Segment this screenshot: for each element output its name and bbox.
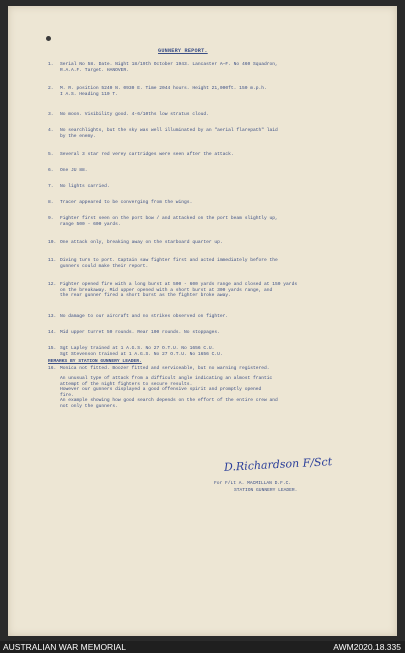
footer-institution: AUSTRALIAN WAR MEMORIAL [3,642,126,652]
archive-footer [0,641,405,653]
signed-role: STATION GUNNERY LEADER. [234,488,298,493]
document-page: GUNNERY REPORT. 1. Serial No 58. Date. Night 18/19th October 1943. Lancaster A—F. No 460 Squadron, R.A.A.F. Target. HANOVER. 2. M. R. position 5240 N. 0930 E. Time 2044 hours. Height 21,000ft. 150 m.p.h. I A.S. Heading 110 T. 3. No moon. Visibility good. 4-6/10ths low stratus cloud. 4. No searchlights, but the sky was well illuminated by an "aerial flarepath" laid by the enemy. 5. Several 3 star red verey cartridges were seen after the attack. 6. One JU 88. 7. No lights carried. 8. Tracer appeared to be converging from the wings. 9. Fighter first seen on the port bow / and attacked on the port beam slightly up, range 500 - 600 yards. 10. One attack only, breaking away on the starboard quarter up. 11. Diving turn to port. Captain saw fighter first and acted immediately before the gunners could make their report. 12. Fighter opened fire with a long burst at 500 - 600 yards range and closed at 150 yards on the breakaway. Mid upper opened with a short burst at 300 yards range, and the rear gunner fired a short burst as the fighter broke away. 13. No damage to our aircraft and no strikes observed on fighter. 14. Mid upper turret 50 rounds. Rear 100 rounds. No stoppages. 15. Sgt Lapley trained at 1 A.G.S. No 27 O.T.U. No 1656 C.U. Sgt Stevenson trained at 1 A.G.S. No 27 O.T.U. No 1656 C.U. 16. Monica not fitted. Boozer fitted and serviceable, but no warning registered. REMARKS BY STATION GUNNERY LEADER. An unusual type of attack from a difficult angle indicating an almost frantic attempt of the night fighters to secure results. However our gunners displayed a good offensive spirit and promptly opened fire. An example showing how good search depends on the effort of the entire crew and not only the gunners. D.Richardson F/Sct For F/Lt A. MACMILLAN D.F.C. STATION GUNNERY LEADER. [8,6,397,636]
signature-block [208,455,388,508]
punch-hole [46,36,51,41]
handwritten-signature: D.Richardson F/Sct [223,455,333,474]
footer-accession-number: AWM2020.18.335 [333,642,401,652]
signed-for: For F/Lt A. MACMILLAN D.F.C. [214,481,292,486]
remarks-heading: REMARKS BY STATION GUNNERY LEADER. [48,359,142,364]
remarks-text: An unusual type of attack from a difficult angle indicating an almost frantic attempt of the night fighters to secure results. However our gunners displayed a good offensive spirit and promptly opened fire. An example showing how good search depends on the effort of the entire crew and not only the gunners. [60,376,278,409]
document-title: GUNNERY REPORT. [158,48,208,54]
